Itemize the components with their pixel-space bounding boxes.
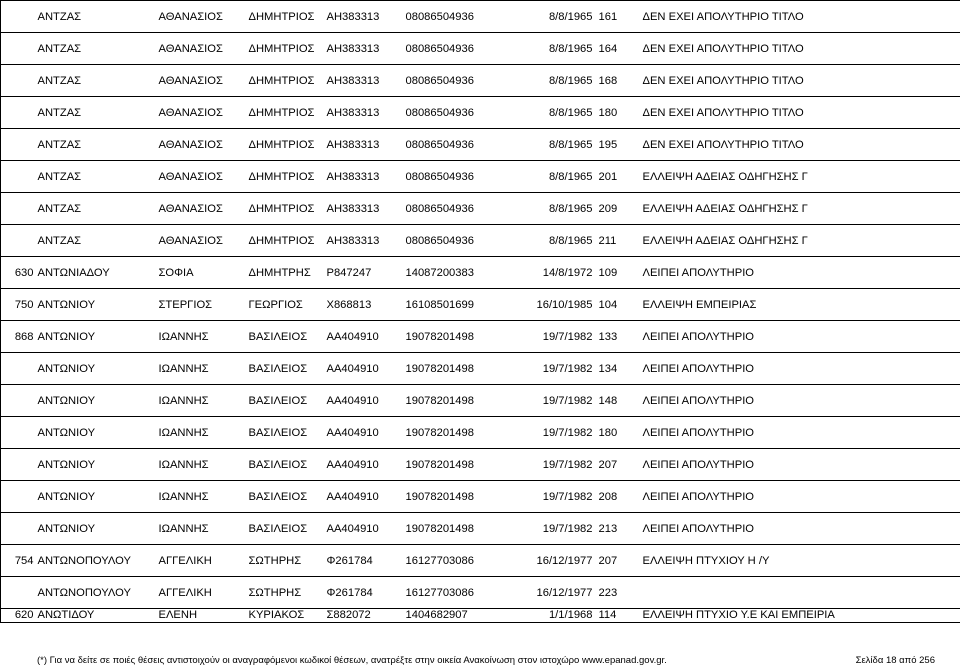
- cell-amka: 1404682907: [404, 609, 512, 623]
- cell-first-name: ΙΩΑΝΝΗΣ: [157, 385, 247, 417]
- cell-position-code: 180: [597, 417, 641, 449]
- cell-birth-date: 8/8/1965: [512, 65, 597, 97]
- cell-amka: 19078201498: [404, 321, 512, 353]
- cell-father-name: ΣΩΤΗΡΗΣ: [247, 577, 325, 609]
- cell-surname: ΑΝΤΖΑΣ: [36, 97, 157, 129]
- cell-position-code: 201: [597, 161, 641, 193]
- table-row: [1, 321, 960, 353]
- cell-row-number: [1, 225, 36, 257]
- cell-position-code: 114: [597, 609, 641, 623]
- cell-amka: 19078201498: [404, 513, 512, 545]
- cell-surname: ΑΝΤΖΑΣ: [36, 161, 157, 193]
- cell-amka: 08086504936: [404, 129, 512, 161]
- cell-surname: ΑΝΤΩΝΙΟΥ: [36, 417, 157, 449]
- cell-row-number: [1, 385, 36, 417]
- cell-surname: ΑΝΤΩΝΙΟΥ: [36, 449, 157, 481]
- cell-first-name: ΙΩΑΝΝΗΣ: [157, 353, 247, 385]
- cell-amka: 08086504936: [404, 65, 512, 97]
- cell-father-name: ΒΑΣΙΛΕΙΟΣ: [247, 481, 325, 513]
- cell-id-number: ΑΑ404910: [325, 385, 404, 417]
- cell-surname: ΑΝΤΩΝΙΟΥ: [36, 481, 157, 513]
- cell-birth-date: 19/7/1982: [512, 353, 597, 385]
- cell-amka: 16127703086: [404, 545, 512, 577]
- cell-row-number: [1, 161, 36, 193]
- cell-id-number: ΑΗ383313: [325, 225, 404, 257]
- cell-first-name: ΑΘΑΝΑΣΙΟΣ: [157, 97, 247, 129]
- table-row: [1, 97, 960, 129]
- cell-surname: ΑΝΤΩΝΙΟΥ: [36, 321, 157, 353]
- cell-row-number: [1, 417, 36, 449]
- cell-surname: ΑΝΤΖΑΣ: [36, 193, 157, 225]
- cell-surname: ΑΝΤΩΝΟΠΟΥΛΟΥ: [36, 545, 157, 577]
- cell-id-number: Χ868813: [325, 289, 404, 321]
- cell-father-name: ΒΑΣΙΛΕΙΟΣ: [247, 417, 325, 449]
- cell-birth-date: 8/8/1965: [512, 97, 597, 129]
- cell-row-number: [1, 193, 36, 225]
- cell-rejection-reason: ΛΕΙΠΕΙ ΑΠΟΛΥΤΗΡΙΟ: [641, 353, 960, 385]
- cell-rejection-reason: ΛΕΙΠΕΙ ΑΠΟΛΥΤΗΡΙΟ: [641, 513, 960, 545]
- cell-first-name: ΑΘΑΝΑΣΙΟΣ: [157, 33, 247, 65]
- cell-father-name: ΒΑΣΙΛΕΙΟΣ: [247, 449, 325, 481]
- cell-surname: ΑΝΤΖΑΣ: [36, 129, 157, 161]
- cell-row-number: 750: [1, 289, 36, 321]
- cell-amka: 19078201498: [404, 417, 512, 449]
- table-row: [1, 545, 960, 577]
- cell-rejection-reason: ΛΕΙΠΕΙ ΑΠΟΛΥΤΗΡΙΟ: [641, 449, 960, 481]
- table-row: [1, 417, 960, 449]
- cell-row-number: [1, 353, 36, 385]
- cell-id-number: ΑΗ383313: [325, 97, 404, 129]
- table-row: [1, 577, 960, 609]
- cell-birth-date: 8/8/1965: [512, 161, 597, 193]
- cell-first-name: ΣΟΦΙΑ: [157, 257, 247, 289]
- cell-position-code: 161: [597, 1, 641, 33]
- cell-rejection-reason: ΕΛΛΕΙΨΗ ΠΤΥΧΙΟΥ Η /Υ: [641, 545, 960, 577]
- cell-first-name: ΑΘΑΝΑΣΙΟΣ: [157, 161, 247, 193]
- cell-birth-date: 19/7/1982: [512, 385, 597, 417]
- table-row: [1, 385, 960, 417]
- cell-first-name: ΙΩΑΝΝΗΣ: [157, 321, 247, 353]
- cell-birth-date: 8/8/1965: [512, 193, 597, 225]
- cell-amka: 08086504936: [404, 97, 512, 129]
- cell-father-name: ΔΗΜΗΤΡΙΟΣ: [247, 33, 325, 65]
- cell-father-name: ΔΗΜΗΤΡΙΟΣ: [247, 193, 325, 225]
- cell-surname: ΑΝΤΩΝΙΑΔΟΥ: [36, 257, 157, 289]
- cell-rejection-reason: ΔΕΝ ΕΧΕΙ ΑΠΟΛΥΤΗΡΙΟ ΤΙΤΛΟ: [641, 97, 960, 129]
- cell-surname: ΑΝΤΖΑΣ: [36, 33, 157, 65]
- table-row: [1, 449, 960, 481]
- cell-birth-date: 19/7/1982: [512, 481, 597, 513]
- cell-surname: ΑΝΤΩΝΙΟΥ: [36, 353, 157, 385]
- cell-position-code: 104: [597, 289, 641, 321]
- cell-row-number: [1, 481, 36, 513]
- cell-id-number: ΑΗ383313: [325, 193, 404, 225]
- cell-rejection-reason: ΔΕΝ ΕΧΕΙ ΑΠΟΛΥΤΗΡΙΟ ΤΙΤΛΟ: [641, 129, 960, 161]
- cell-amka: 19078201498: [404, 449, 512, 481]
- cell-id-number: Ρ847247: [325, 257, 404, 289]
- table-row: [1, 193, 960, 225]
- cell-id-number: ΑΗ383313: [325, 65, 404, 97]
- cell-id-number: ΑΑ404910: [325, 513, 404, 545]
- cell-amka: 19078201498: [404, 385, 512, 417]
- footer-note: (*) Για να δείτε σε ποιές θέσεις αντιστοιχούν οι αναγραφόμενοι κωδικοί θέσεων, ανατρέξτε στην οικεία Ανακοίνωση στον ιστοχώρο www.epanad.gov.gr.: [37, 655, 667, 666]
- cell-birth-date: 8/8/1965: [512, 129, 597, 161]
- cell-rejection-reason: ΔΕΝ ΕΧΕΙ ΑΠΟΛΥΤΗΡΙΟ ΤΙΤΛΟ: [641, 1, 960, 33]
- table-row: [1, 33, 960, 65]
- cell-father-name: ΒΑΣΙΛΕΙΟΣ: [247, 321, 325, 353]
- cell-amka: 19078201498: [404, 481, 512, 513]
- cell-position-code: 213: [597, 513, 641, 545]
- cell-id-number: ΑΑ404910: [325, 481, 404, 513]
- table-row: [1, 129, 960, 161]
- cell-rejection-reason: ΛΕΙΠΕΙ ΑΠΟΛΥΤΗΡΙΟ: [641, 417, 960, 449]
- cell-row-number: [1, 129, 36, 161]
- cell-position-code: 134: [597, 353, 641, 385]
- cell-birth-date: 19/7/1982: [512, 321, 597, 353]
- cell-rejection-reason: ΕΛΛΕΙΨΗ ΠΤΥΧΙΟ Υ.Ε ΚΑΙ ΕΜΠΕΙΡΙΑ: [641, 609, 960, 623]
- cell-surname: ΑΝΤΖΑΣ: [36, 1, 157, 33]
- table-row: [1, 289, 960, 321]
- cell-first-name: ΣΤΕΡΓΙΟΣ: [157, 289, 247, 321]
- cell-birth-date: 19/7/1982: [512, 513, 597, 545]
- cell-row-number: [1, 449, 36, 481]
- table-row: [1, 353, 960, 385]
- cell-amka: 16127703086: [404, 577, 512, 609]
- cell-surname: ΑΝΤΖΑΣ: [36, 225, 157, 257]
- cell-birth-date: 8/8/1965: [512, 33, 597, 65]
- cell-first-name: ΑΘΑΝΑΣΙΟΣ: [157, 193, 247, 225]
- cell-row-number: 620: [1, 609, 36, 623]
- cell-position-code: 223: [597, 577, 641, 609]
- results-table-body: [1, 1, 960, 623]
- cell-position-code: 109: [597, 257, 641, 289]
- cell-amka: 19078201498: [404, 353, 512, 385]
- cell-rejection-reason: ΛΕΙΠΕΙ ΑΠΟΛΥΤΗΡΙΟ: [641, 257, 960, 289]
- cell-row-number: [1, 97, 36, 129]
- cell-id-number: ΑΑ404910: [325, 321, 404, 353]
- cell-surname: ΑΝΤΩΝΙΟΥ: [36, 513, 157, 545]
- cell-row-number: 754: [1, 545, 36, 577]
- cell-birth-date: 8/8/1965: [512, 225, 597, 257]
- cell-rejection-reason: ΛΕΙΠΕΙ ΑΠΟΛΥΤΗΡΙΟ: [641, 385, 960, 417]
- cell-position-code: 207: [597, 545, 641, 577]
- cell-id-number: ΑΑ404910: [325, 449, 404, 481]
- cell-amka: 08086504936: [404, 1, 512, 33]
- table-row: [1, 161, 960, 193]
- cell-amka: 14087200383: [404, 257, 512, 289]
- cell-father-name: ΔΗΜΗΤΡΙΟΣ: [247, 225, 325, 257]
- table-row: [1, 257, 960, 289]
- cell-position-code: 195: [597, 129, 641, 161]
- cell-father-name: ΔΗΜΗΤΡΗΣ: [247, 257, 325, 289]
- cell-row-number: 868: [1, 321, 36, 353]
- cell-surname: ΑΝΤΩΝΙΟΥ: [36, 385, 157, 417]
- cell-first-name: ΑΓΓΕΛΙΚΗ: [157, 545, 247, 577]
- cell-rejection-reason: ΕΛΛΕΙΨΗ ΑΔΕΙΑΣ ΟΔΗΓΗΣΗΣ Γ: [641, 161, 960, 193]
- cell-row-number: 630: [1, 257, 36, 289]
- page-footer: [0, 654, 960, 668]
- table-row: [1, 225, 960, 257]
- cell-rejection-reason: ΔΕΝ ΕΧΕΙ ΑΠΟΛΥΤΗΡΙΟ ΤΙΤΛΟ: [641, 33, 960, 65]
- cell-amka: 08086504936: [404, 161, 512, 193]
- cell-rejection-reason: ΛΕΙΠΕΙ ΑΠΟΛΥΤΗΡΙΟ: [641, 481, 960, 513]
- cell-row-number: [1, 65, 36, 97]
- cell-birth-date: 8/8/1965: [512, 1, 597, 33]
- cell-birth-date: 16/12/1977: [512, 577, 597, 609]
- cell-first-name: ΙΩΑΝΝΗΣ: [157, 417, 247, 449]
- cell-rejection-reason: ΕΛΛΕΙΨΗ ΑΔΕΙΑΣ ΟΔΗΓΗΣΗΣ Γ: [641, 225, 960, 257]
- cell-father-name: ΔΗΜΗΤΡΙΟΣ: [247, 1, 325, 33]
- cell-father-name: ΒΑΣΙΛΕΙΟΣ: [247, 353, 325, 385]
- cell-father-name: ΓΕΩΡΓΙΟΣ: [247, 289, 325, 321]
- table-row: [1, 513, 960, 545]
- cell-birth-date: 14/8/1972: [512, 257, 597, 289]
- cell-id-number: ΑΑ404910: [325, 353, 404, 385]
- cell-position-code: 180: [597, 97, 641, 129]
- cell-amka: 16108501699: [404, 289, 512, 321]
- cell-position-code: 133: [597, 321, 641, 353]
- cell-id-number: ΑΗ383313: [325, 1, 404, 33]
- cell-father-name: ΔΗΜΗΤΡΙΟΣ: [247, 129, 325, 161]
- cell-rejection-reason: ΕΛΛΕΙΨΗ ΑΔΕΙΑΣ ΟΔΗΓΗΣΗΣ Γ: [641, 193, 960, 225]
- table-row: [1, 1, 960, 33]
- cell-rejection-reason: ΕΛΛΕΙΨΗ ΕΜΠΕΙΡΙΑΣ: [641, 289, 960, 321]
- cell-surname: ΑΝΩΤΙΔΟΥ: [36, 609, 157, 623]
- cell-id-number: ΑΑ404910: [325, 417, 404, 449]
- cell-position-code: 209: [597, 193, 641, 225]
- cell-row-number: [1, 1, 36, 33]
- cell-first-name: ΑΘΑΝΑΣΙΟΣ: [157, 1, 247, 33]
- cell-first-name: ΑΘΑΝΑΣΙΟΣ: [157, 65, 247, 97]
- cell-rejection-reason: ΔΕΝ ΕΧΕΙ ΑΠΟΛΥΤΗΡΙΟ ΤΙΤΛΟ: [641, 65, 960, 97]
- cell-father-name: ΒΑΣΙΛΕΙΟΣ: [247, 513, 325, 545]
- cell-amka: 08086504936: [404, 225, 512, 257]
- cell-position-code: 164: [597, 33, 641, 65]
- cell-id-number: Φ261784: [325, 577, 404, 609]
- cell-first-name: ΙΩΑΝΝΗΣ: [157, 481, 247, 513]
- cell-birth-date: 16/12/1977: [512, 545, 597, 577]
- cell-father-name: ΔΗΜΗΤΡΙΟΣ: [247, 161, 325, 193]
- cell-birth-date: 19/7/1982: [512, 417, 597, 449]
- cell-surname: ΑΝΤΩΝΟΠΟΥΛΟΥ: [36, 577, 157, 609]
- cell-id-number: ΑΗ383313: [325, 129, 404, 161]
- table-row: [1, 609, 960, 623]
- cell-surname: ΑΝΤΖΑΣ: [36, 65, 157, 97]
- cell-first-name: ΑΘΑΝΑΣΙΟΣ: [157, 129, 247, 161]
- cell-amka: 08086504936: [404, 193, 512, 225]
- cell-rejection-reason: [641, 577, 960, 609]
- cell-row-number: [1, 577, 36, 609]
- table-row: [1, 65, 960, 97]
- cell-position-code: 211: [597, 225, 641, 257]
- cell-first-name: ΑΘΑΝΑΣΙΟΣ: [157, 225, 247, 257]
- cell-first-name: ΑΓΓΕΛΙΚΗ: [157, 577, 247, 609]
- cell-row-number: [1, 513, 36, 545]
- cell-father-name: ΔΗΜΗΤΡΙΟΣ: [247, 65, 325, 97]
- cell-father-name: ΒΑΣΙΛΕΙΟΣ: [247, 385, 325, 417]
- table-row: [1, 481, 960, 513]
- cell-position-code: 207: [597, 449, 641, 481]
- cell-first-name: ΙΩΑΝΝΗΣ: [157, 513, 247, 545]
- cell-birth-date: 16/10/1985: [512, 289, 597, 321]
- cell-birth-date: 19/7/1982: [512, 449, 597, 481]
- cell-id-number: Φ261784: [325, 545, 404, 577]
- cell-father-name: ΚΥΡΙΑΚΟΣ: [247, 609, 325, 623]
- page-number: Σελίδα 18 από 256: [855, 655, 935, 666]
- cell-row-number: [1, 33, 36, 65]
- cell-father-name: ΣΩΤΗΡΗΣ: [247, 545, 325, 577]
- cell-position-code: 148: [597, 385, 641, 417]
- cell-id-number: ΑΗ383313: [325, 161, 404, 193]
- cell-surname: ΑΝΤΩΝΙΟΥ: [36, 289, 157, 321]
- cell-amka: 08086504936: [404, 33, 512, 65]
- cell-position-code: 168: [597, 65, 641, 97]
- cell-father-name: ΔΗΜΗΤΡΙΟΣ: [247, 97, 325, 129]
- cell-rejection-reason: ΛΕΙΠΕΙ ΑΠΟΛΥΤΗΡΙΟ: [641, 321, 960, 353]
- cell-id-number: Σ882072: [325, 609, 404, 623]
- cell-id-number: ΑΗ383313: [325, 33, 404, 65]
- cell-position-code: 208: [597, 481, 641, 513]
- cell-first-name: ΕΛΕΝΗ: [157, 609, 247, 623]
- cell-first-name: ΙΩΑΝΝΗΣ: [157, 449, 247, 481]
- cell-birth-date: 1/1/1968: [512, 609, 597, 623]
